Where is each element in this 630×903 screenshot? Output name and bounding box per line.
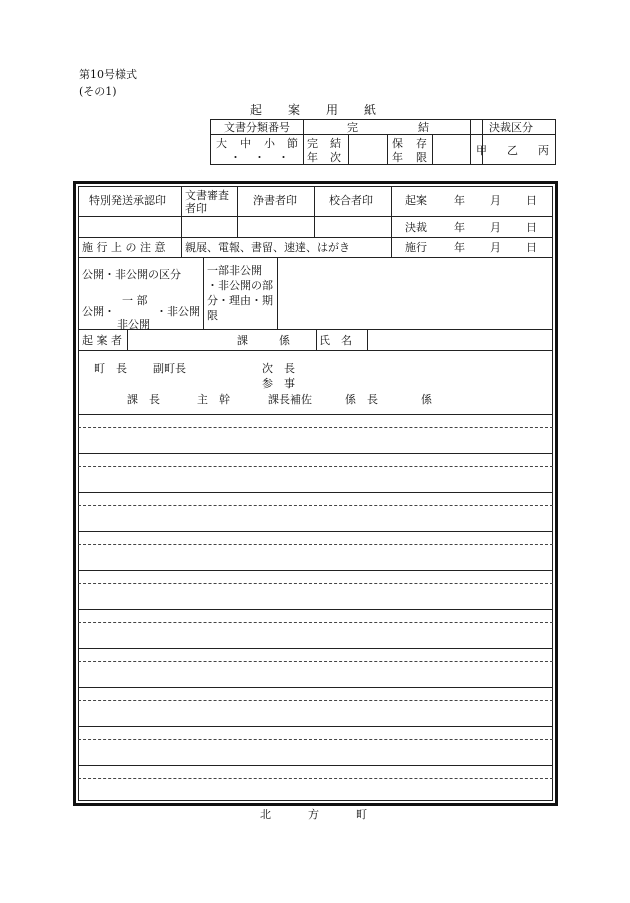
- grade-a: 甲: [476, 144, 487, 157]
- month-label: 月: [490, 221, 501, 234]
- day-label: 日: [526, 241, 537, 254]
- paper-title-char: 案: [288, 103, 301, 117]
- special-dispatch-seal-label: 特別発送承認印: [89, 194, 166, 207]
- grade-b: 乙: [507, 144, 518, 157]
- paper-title-char: 用: [326, 103, 339, 117]
- grade-c: 丙: [538, 144, 549, 157]
- paper-title-char: 起: [250, 103, 263, 117]
- draft-form: [73, 181, 558, 806]
- paper-title-char: 紙: [364, 103, 377, 117]
- form-sub: (その1): [79, 85, 117, 98]
- staff-approval-label: 係: [421, 393, 432, 406]
- clean-copy-seal-label: 浄書者印: [253, 194, 297, 207]
- enforcement-date-label: 施行: [405, 241, 427, 254]
- document-reviewer-seal-label: 文書審査: [185, 189, 229, 202]
- completion-header: 完: [347, 121, 358, 134]
- classification-table: [210, 119, 556, 165]
- category-major: 大: [216, 137, 227, 150]
- partial-disclosure-reason-label: ・非公開の部: [207, 279, 273, 292]
- counselor-approval-label: 参 事: [262, 377, 295, 390]
- month-label: 月: [490, 194, 501, 207]
- category-middle: 中: [240, 137, 251, 150]
- enforcement-notes-label: 施 行 上 の 注 意: [82, 241, 166, 254]
- town-name-footer: [260, 809, 380, 823]
- day-label: 日: [526, 221, 537, 234]
- chief-officer-approval-label: 主 幹: [197, 393, 230, 406]
- separator-dot: ・: [278, 151, 289, 164]
- deputy-head-approval-label: 次 長: [262, 362, 295, 375]
- month-label: 月: [490, 241, 501, 254]
- completion-year-label: 完: [307, 137, 318, 150]
- doc-number-header: 文書分類番号: [224, 121, 290, 134]
- partial-disclosure-reason-label: 一部非公開: [207, 264, 262, 277]
- deputy-mayor-approval-label: 副町長: [153, 362, 186, 375]
- disclosure-private-option: ・非公開: [156, 305, 200, 318]
- subsection-label: 係: [279, 334, 290, 347]
- separator-dot: ・: [230, 151, 241, 164]
- footer-char: 町: [356, 808, 367, 821]
- completion-year-label: 結: [330, 137, 341, 150]
- assistant-chief-approval-label: 課長補佐: [268, 393, 312, 406]
- completion-header: 結: [418, 121, 429, 134]
- footer-char: 方: [308, 808, 319, 821]
- enforcement-notes-options: 親展、電報、書留、速達、はがき: [185, 241, 350, 254]
- disclosure-public-option: 公開・: [82, 305, 115, 318]
- disclosure-partial-label: 一 部: [122, 294, 148, 307]
- form-number: 第10号様式: [79, 68, 137, 81]
- category-minor: 小: [264, 137, 275, 150]
- partial-disclosure-reason-label: 分・理由・期: [207, 294, 273, 307]
- section-label: 課: [237, 334, 248, 347]
- retention-period-label: 保: [392, 137, 403, 150]
- retention-period-label: 限: [416, 151, 427, 164]
- day-label: 日: [526, 194, 537, 207]
- year-label: 年: [454, 221, 465, 234]
- name-label: 氏 名: [319, 334, 352, 347]
- disclosure-category-label: 公開・非公開の区分: [82, 268, 181, 281]
- decision-category-header: 決裁区分: [489, 121, 533, 134]
- proofreader-seal-label: 校合者印: [329, 194, 373, 207]
- retention-period-label: 年: [392, 151, 403, 164]
- disclosure-partial-private-option: 非公開: [117, 318, 150, 331]
- completion-year-label: 次: [330, 151, 341, 164]
- decision-date-label: 決裁: [405, 221, 427, 234]
- document-reviewer-seal-label: 者印: [185, 202, 207, 215]
- separator-dot: ・: [254, 151, 265, 164]
- drafted-date-label: 起案: [405, 194, 427, 207]
- subsection-chief-approval-label: 係 長: [345, 393, 378, 406]
- retention-period-label: 存: [416, 137, 427, 150]
- category-section: 節: [287, 137, 298, 150]
- year-label: 年: [454, 194, 465, 207]
- completion-year-label: 年: [307, 151, 318, 164]
- drafter-label: 起 案 者: [82, 334, 122, 347]
- mayor-approval-label: 町 長: [94, 362, 127, 375]
- section-chief-approval-label: 課 長: [127, 393, 160, 406]
- partial-disclosure-reason-label: 限: [207, 309, 218, 322]
- paper-title: [250, 104, 380, 118]
- year-label: 年: [454, 241, 465, 254]
- footer-char: 北: [260, 808, 271, 821]
